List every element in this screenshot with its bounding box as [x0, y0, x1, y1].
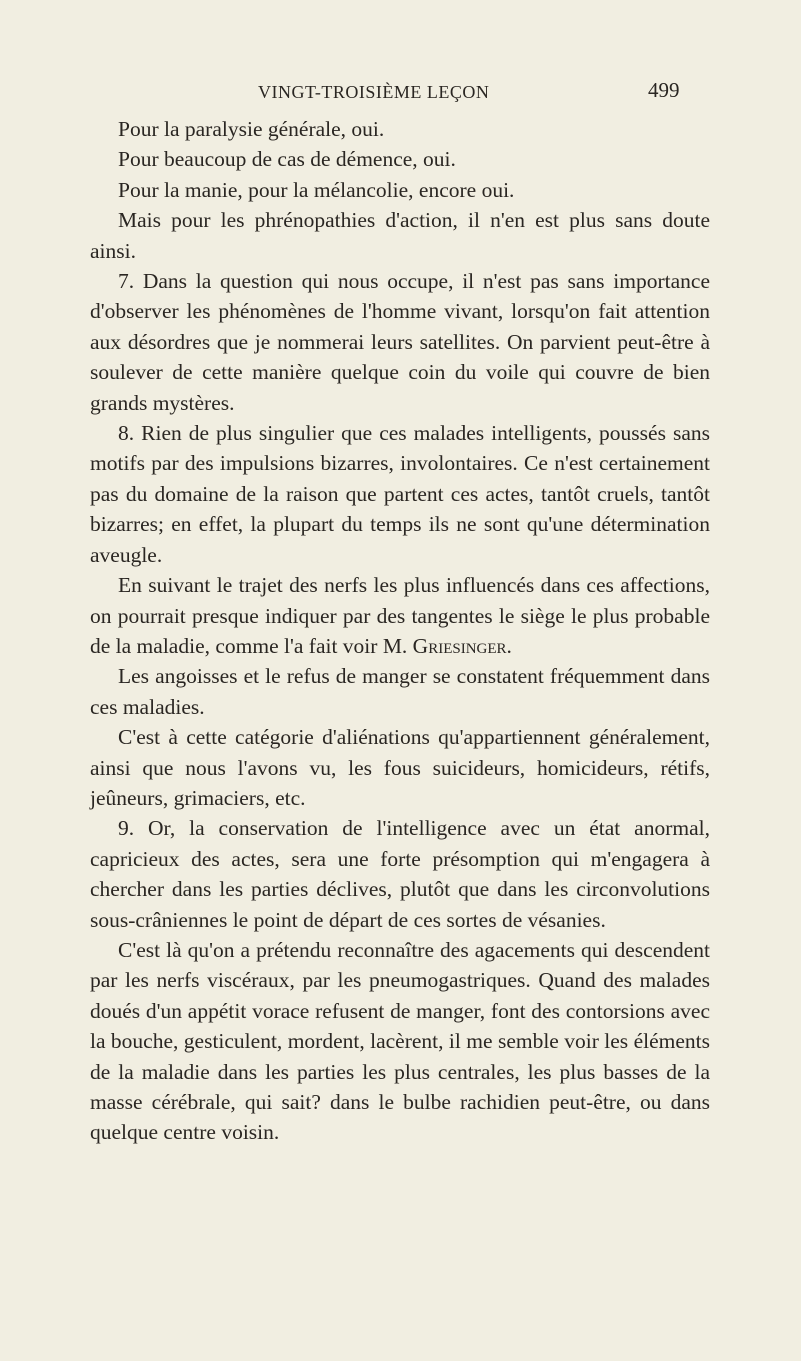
author-reference: M. Griesinger.: [382, 633, 512, 658]
paragraph: Pour la manie, pour la mélancolie, encore oui.: [118, 177, 515, 202]
paragraph: Pour la paralysie générale, oui.: [118, 117, 385, 141]
paragraph: [90, 570, 710, 661]
paragraph-text: En suivant le trajet des nerfs les plus influencés dans ces affections, on pourrait presque indiquer par des tangentes le siège le plus probable de la maladie, comme l'a fait voir: [90, 573, 710, 658]
paragraph: 7. Dans la question qui nous occupe, il n'est pas sans importance d'observer les phénomènes de l'homme vivant, lorsqu'on fait attention aux désordres que je nommerai leurs satellites. On parvient peut-être à soulever de cette manière quelque coin du voile qui couvre de bien grands mystères.: [90, 269, 710, 415]
paragraph: C'est là qu'on a prétendu reconnaître des agacements qui descendent par les nerfs viscéraux, par les pneumogastriques. Quand des malades doués d'un appétit vorace refusent de manger, font des contorsions avec la bouche, gesticulent, mordent, lacèrent, il me semble voir les éléments de la maladie dans les parties les plus centrales, les plus basses de la masse cérébrale, qui sait? dans le bulbe rachidien peut-être, ou dans quelque centre voisin.: [90, 937, 710, 1145]
paragraph: Les angoisses et le refus de manger se constatent fréquemment dans ces maladies.: [90, 664, 710, 719]
paragraph: 9. Or, la conservation de l'intelligence avec un état anormal, capricieux des actes, sera une forte présomption qui m'engagera à chercher dans les parties déclives, plutôt que dans les circonvolutions sous-crâniennes le point de départ de ces sortes de vésanies.: [90, 816, 710, 932]
page-header: [0, 78, 801, 108]
paragraph: Pour beaucoup de cas de démence, oui.: [118, 147, 456, 172]
body-text: [90, 114, 710, 1148]
running-head: VINGT-TROISIÈME LEÇON: [258, 82, 490, 102]
paragraph: C'est à cette catégorie d'aliénations qu'appartiennent généralement, ainsi que nous l'avons vu, les fous suicideurs, homicideurs, rétifs, jeûneurs, grimaciers, etc.: [90, 725, 710, 810]
paragraph: Mais pour les phrénopathies d'action, il n'en est plus sans doute ainsi.: [90, 208, 710, 263]
page-number: 499: [648, 78, 680, 102]
paragraph: 8. Rien de plus singulier que ces malades intelligents, poussés sans motifs par des impulsions bizarres, involontaires. Ce n'est certainement pas du domaine de la raison que partent ces actes, tantôt cruels, tantôt bizarres; en effet, la plupart du temps ils ne sont qu'une détermination aveugle.: [90, 421, 710, 567]
